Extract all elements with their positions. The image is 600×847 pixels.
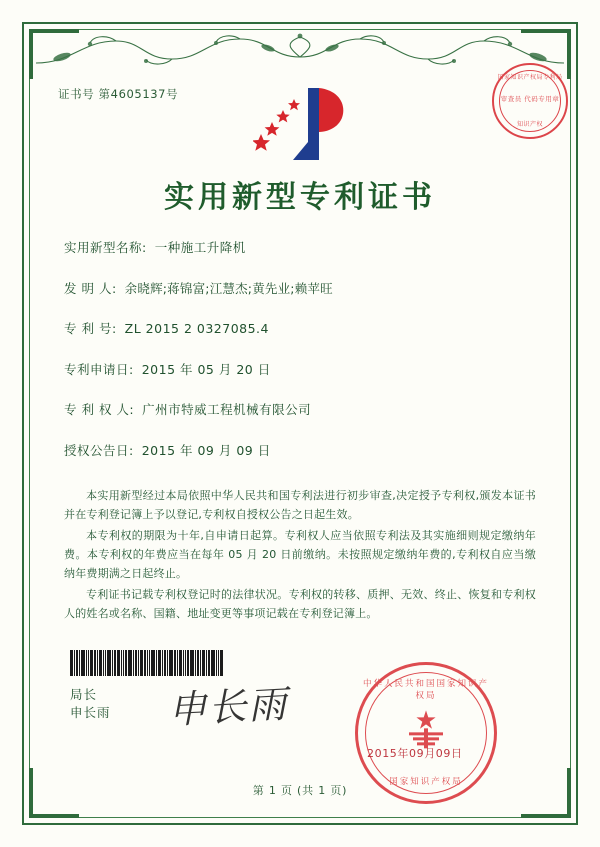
body-paragraph-2: 本专利权的期限为十年,自申请日起算。专利权人应当依照专利法及其实施细则规定缴纳年费。本专利权的年费应当在每年 05 月 20 日前缴纳。未按照规定缴纳年费的,专利权自应当缴纳年费期满之日起终止。	[64, 529, 536, 580]
field-grant-announcement-date	[64, 441, 534, 459]
field-inventors	[64, 279, 534, 297]
examiner-seal-text-bottom: 知识产权	[516, 121, 543, 128]
signature-block	[70, 686, 111, 722]
field-value: 余晓辉;蒋锦富;江慧杰;黄先业;赖苹旺	[124, 280, 333, 296]
field-value: ZL 2015 2 0327085.4	[124, 321, 269, 336]
field-value: 一种施工升降机	[154, 240, 246, 255]
field-patentee	[64, 400, 534, 418]
field-label: 专 利 号:	[64, 321, 117, 336]
examiner-seal-text-mid: 审查员 代码专用章	[500, 95, 560, 103]
field-value: 2015 年 05 月 20 日	[141, 361, 271, 377]
national-seal-arc-top: 中华人民共和国国家知识产权局	[362, 679, 489, 701]
signature-role-label: 局长	[70, 687, 98, 702]
field-application-date	[64, 360, 534, 378]
field-utility-model-name	[64, 238, 534, 256]
certificate-fields	[64, 238, 534, 481]
body-paragraph-3: 专利证书记载专利权登记时的法律状况。专利权的转移、质押、无效、终止、恢复和专利权人的姓名或名称、国籍、地址变更等事项记载在专利登记簿上。	[64, 588, 536, 620]
barcode	[70, 650, 230, 676]
field-label: 专利申请日:	[64, 361, 134, 377]
field-value: 广州市特威工程机械有限公司	[142, 402, 312, 417]
legal-body-text	[64, 486, 536, 625]
field-label: 专 利 权 人:	[64, 402, 135, 417]
certificate-serial-number: 证书号 第4605137号	[58, 87, 179, 101]
signature-name-label: 申长雨	[70, 705, 111, 720]
field-label: 授权公告日:	[64, 442, 134, 458]
patent-office-logo-icon	[253, 82, 347, 166]
body-paragraph-1: 本实用新型经过本局依照中华人民共和国专利法进行初步审查,决定授予专利权,颁发本证书并在专利登记簿上予以登记,专利权自授权公告之日起生效。	[64, 489, 536, 521]
page-title: 实用新型专利证书	[164, 180, 436, 215]
field-label: 发 明 人:	[64, 280, 117, 296]
examiner-seal	[492, 63, 568, 139]
field-value: 2015 年 09 月 09 日	[141, 442, 271, 458]
national-seal-arc-bottom: 国家知识产权局	[389, 777, 463, 787]
examiner-seal-text-top: 国家知识产权局专利局	[497, 74, 563, 81]
seal-date: 2015年09月09日	[367, 747, 463, 760]
field-patent-number	[64, 319, 534, 337]
field-label: 实用新型名称:	[64, 240, 147, 255]
handwritten-signature: 申长雨	[167, 681, 290, 733]
page-count: 第 1 页 (共 1 页)	[252, 784, 348, 797]
vine-ornament-icon	[32, 33, 568, 67]
